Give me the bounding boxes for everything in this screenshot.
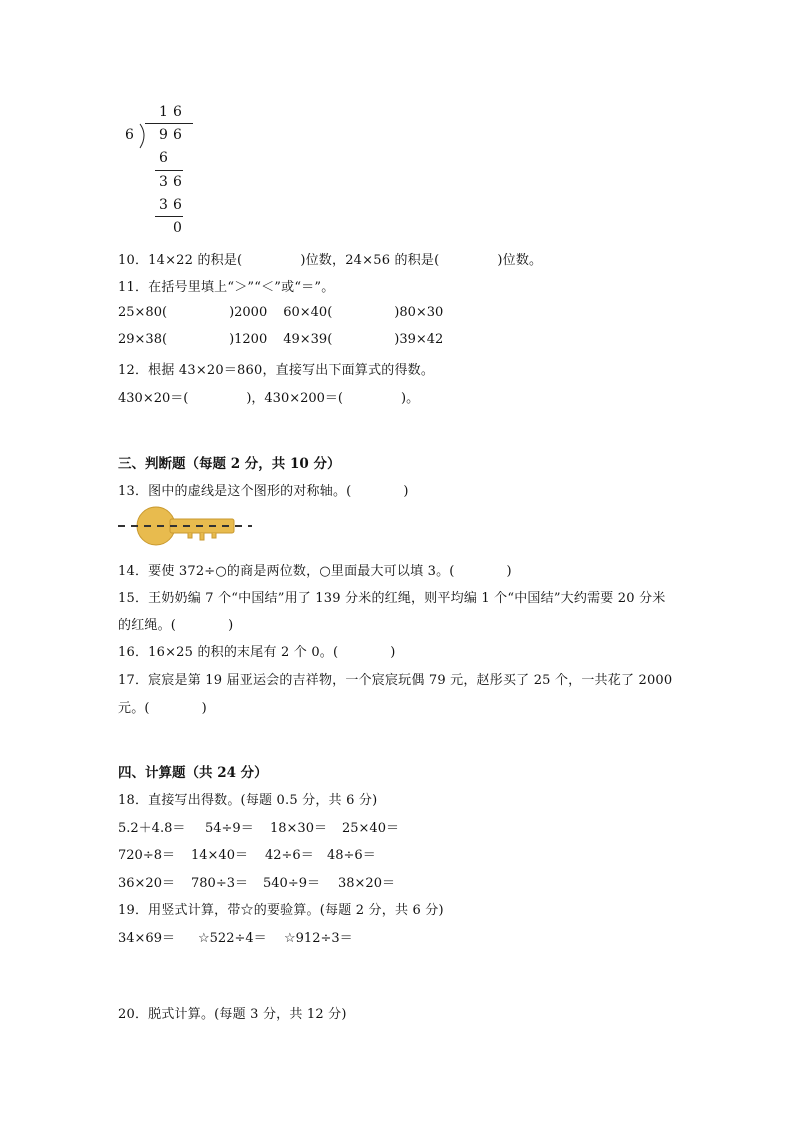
question-12: 12．根据 43×20＝860，直接写出下面算式的得数。	[118, 363, 435, 378]
step-digit: 3	[159, 197, 168, 213]
question-18: 18．直接写出得数。(每题 0.5 分，共 6 分)	[118, 793, 378, 808]
step-rule	[155, 216, 183, 217]
question-15: 15．王奶奶编 7 个“中国结”用了 139 分米的红绳，则平均编 1 个“中国结”大约需要 20 分米	[118, 591, 666, 606]
question-13: 13．图中的虚线是这个图形的对称轴。( )	[118, 484, 409, 499]
section-3-title: 三、判断题（每题 2 分，共 10 分）	[118, 456, 341, 472]
step-digit: 6	[173, 174, 182, 190]
question-11: 11．在括号里填上“＞”“＜”或“＝”。	[118, 280, 335, 295]
question-14: 14．要使 372÷○的商是两位数，○里面最大可以填 3。( )	[118, 564, 512, 579]
key-figure	[118, 505, 258, 549]
question-20: 20．脱式计算。(每题 3 分，共 12 分)	[118, 1007, 347, 1022]
section-4-title: 四、计算题（共 24 分）	[118, 765, 268, 781]
question-19: 19．用竖式计算，带☆的要验算。(每题 2 分，共 6 分)	[118, 903, 444, 918]
dividend-digit: 6	[173, 127, 182, 143]
question-10: 10．14×22 的积是( )位数，24×56 的积是( )位数。	[118, 253, 543, 268]
divisor: 6	[125, 127, 134, 143]
question-12-answers: 430×20＝( )，430×200＝( )。	[118, 391, 420, 406]
step-digit: 6	[173, 197, 182, 213]
compare-row: 25×80( )2000 60×40( )80×30	[118, 305, 444, 320]
step-rule	[155, 170, 183, 171]
remainder: 0	[173, 220, 182, 236]
question-17-cont: 元。( )	[118, 701, 207, 716]
compare-row: 29×38( )1200 49×39( )39×42	[118, 332, 444, 347]
question-16: 16．16×25 的积的末尾有 2 个 0。( )	[118, 645, 396, 660]
quotient-digit: 6	[173, 104, 182, 120]
quotient-digit: 1	[159, 104, 168, 120]
division-bracket	[138, 123, 150, 149]
dividend-digit: 9	[159, 127, 168, 143]
step-digit: 3	[159, 174, 168, 190]
step-digit: 6	[159, 150, 168, 166]
question-17: 17．宸宸是第 19 届亚运会的吉祥物，一个宸宸玩偶 79 元，赵彤买了 25 个，一共花了 2000	[118, 673, 673, 688]
question-15-cont: 的红绳。( )	[118, 618, 234, 633]
division-bar	[145, 123, 193, 124]
